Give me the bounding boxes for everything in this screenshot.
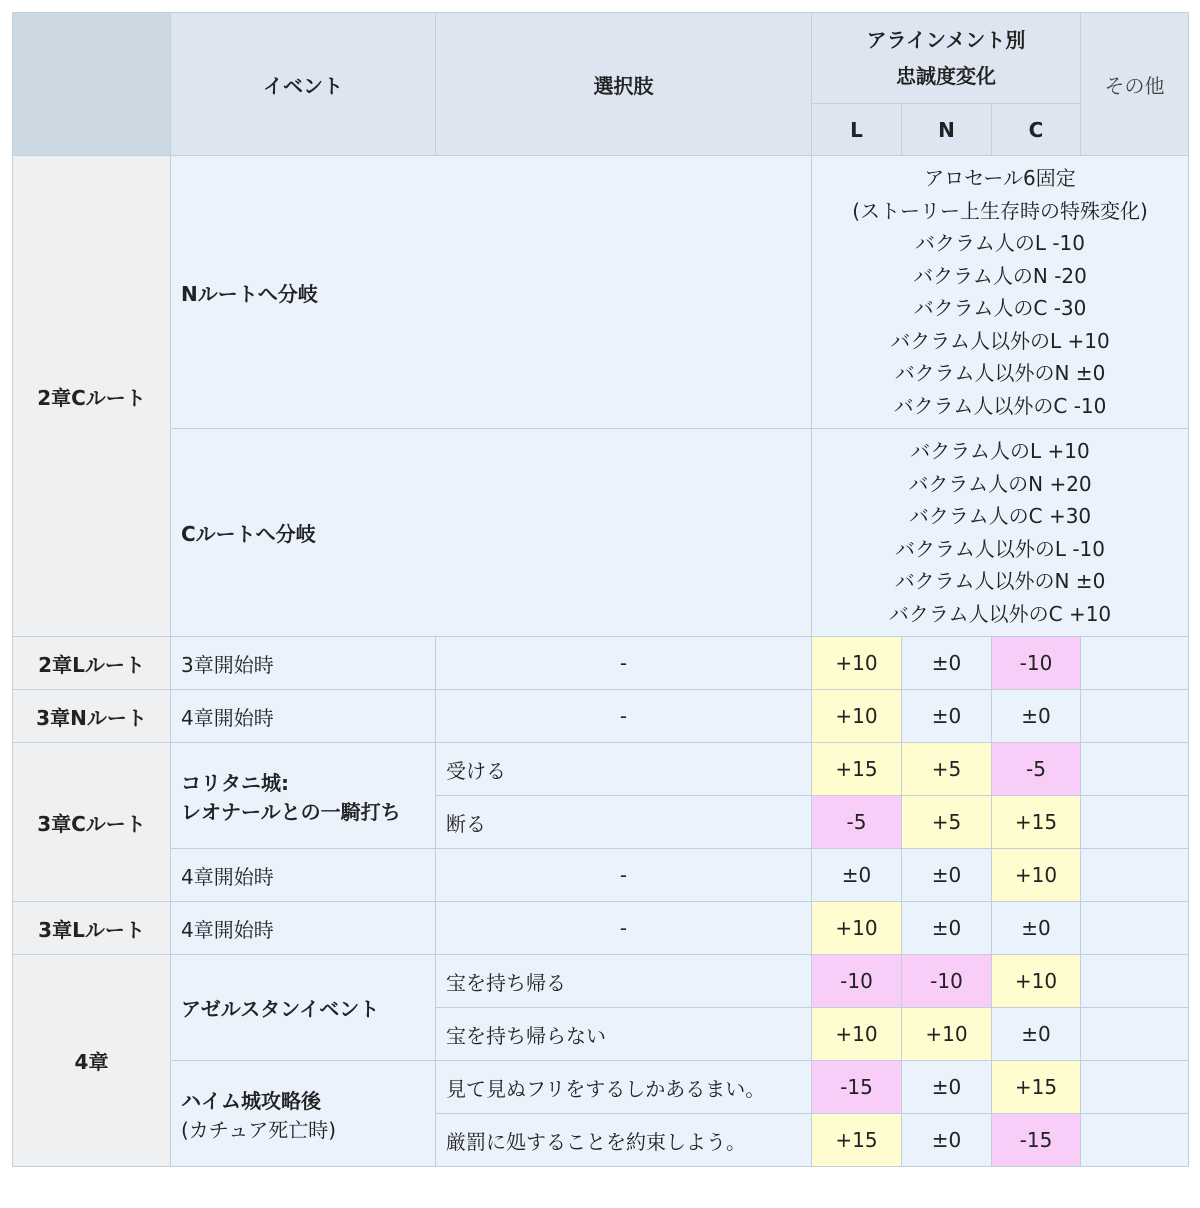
- other-cell: [1081, 690, 1189, 743]
- event-cell: [171, 690, 436, 743]
- other-cell: [1081, 955, 1189, 1008]
- event-header: イベント: [171, 13, 436, 156]
- value-l-cell: +10: [812, 690, 902, 743]
- event-name: 4章開始時: [181, 864, 274, 889]
- note-line: アロセール6固定: [924, 166, 1076, 190]
- value-c-cell: -10: [992, 637, 1081, 690]
- value-n-cell: ±0: [902, 690, 992, 743]
- notes-cell: [812, 156, 1189, 429]
- table-body: [13, 156, 1189, 1167]
- choice-cell: 断る: [436, 796, 812, 849]
- n-header: N: [902, 104, 992, 156]
- value-l-cell: ±0: [812, 849, 902, 902]
- note-line: バクラム人のL +10: [910, 439, 1090, 463]
- event-condition: (カチュア死亡時): [181, 1117, 337, 1142]
- c-header: C: [992, 104, 1081, 156]
- notes-cell: [812, 429, 1189, 637]
- note-line: バクラム人以外のC +10: [888, 601, 1112, 626]
- value-c-cell: ±0: [992, 902, 1081, 955]
- route-group-cell: 2章Cルート: [13, 156, 171, 637]
- route-group-cell: 3章Lルート: [13, 902, 171, 955]
- other-cell: [1081, 796, 1189, 849]
- event-name: Cルートへ分岐: [181, 522, 316, 546]
- value-n-cell: +5: [902, 796, 992, 849]
- value-n-cell: ±0: [902, 902, 992, 955]
- value-l-cell: +15: [812, 743, 902, 796]
- event-name: Nルートへ分岐: [181, 281, 318, 306]
- value-n-cell: ±0: [902, 637, 992, 690]
- note-line: バクラム人のL -10: [915, 231, 1085, 255]
- value-l-cell: +15: [812, 1114, 902, 1167]
- choice-cell: 宝を持ち帰らない: [436, 1008, 812, 1061]
- value-l-cell: -10: [812, 955, 902, 1008]
- note-line: バクラム人以外のC -10: [893, 393, 1107, 418]
- choice-cell: 受ける: [436, 743, 812, 796]
- table-row: [13, 849, 1189, 902]
- value-l-cell: -15: [812, 1061, 902, 1114]
- note-line: バクラム人のC +30: [908, 504, 1092, 528]
- note-line: バクラム人以外のN ±0: [894, 361, 1106, 385]
- table-row: [13, 902, 1189, 955]
- alignment-header-line1: アラインメント別: [866, 28, 1026, 52]
- value-n-cell: ±0: [902, 849, 992, 902]
- value-n-cell: +5: [902, 743, 992, 796]
- corner-header: [13, 13, 171, 156]
- route-group-cell: 3章Nルート: [13, 690, 171, 743]
- choice-cell: -: [436, 637, 812, 690]
- value-c-cell: +15: [992, 1061, 1081, 1114]
- other-cell: [1081, 743, 1189, 796]
- event-cell: [171, 637, 436, 690]
- event-name: ハイム城攻略後: [181, 1088, 321, 1113]
- value-c-cell: -5: [992, 743, 1081, 796]
- other-cell: [1081, 637, 1189, 690]
- note-line: バクラム人以外のN ±0: [894, 569, 1106, 593]
- value-c-cell: -15: [992, 1114, 1081, 1167]
- note-line: バクラム人のN -20: [913, 263, 1087, 288]
- event-name: 4章開始時: [181, 705, 274, 730]
- alignment-header: [812, 13, 1081, 104]
- event-cell: [171, 902, 436, 955]
- loyalty-change-table: [12, 12, 1189, 1167]
- table-row: [13, 637, 1189, 690]
- event-cell: [171, 955, 436, 1061]
- other-header: その他: [1081, 13, 1189, 156]
- event-name: 3章開始時: [181, 652, 274, 677]
- table-row: [13, 690, 1189, 743]
- other-cell: [1081, 1114, 1189, 1167]
- route-group-cell: 3章Cルート: [13, 743, 171, 902]
- event-name: アゼルスタンイベント: [181, 997, 380, 1021]
- choice-cell: -: [436, 690, 812, 743]
- value-n-cell: -10: [902, 955, 992, 1008]
- value-c-cell: +10: [992, 849, 1081, 902]
- event-cell: [171, 849, 436, 902]
- choice-cell: 見て見ぬフリをするしかあるまい。: [436, 1061, 812, 1114]
- event-name: 4章開始時: [181, 917, 274, 942]
- note-line: バクラム人のN +20: [908, 471, 1092, 496]
- event-cell: [171, 743, 436, 849]
- event-name-line2: レオナールとの一騎打ち: [181, 799, 401, 824]
- choice-cell: -: [436, 849, 812, 902]
- note-line: バクラム人のC -30: [913, 296, 1087, 320]
- route-group-cell: 4章: [13, 955, 171, 1167]
- choice-cell: 宝を持ち帰る: [436, 955, 812, 1008]
- event-name: コリタニ城:: [181, 770, 289, 795]
- value-c-cell: ±0: [992, 690, 1081, 743]
- note-line: バクラム人以外のL +10: [890, 328, 1110, 353]
- route-group-cell: 2章Lルート: [13, 637, 171, 690]
- table-row: [13, 1061, 1189, 1114]
- event-cell: [171, 156, 812, 429]
- value-l-cell: +10: [812, 637, 902, 690]
- event-cell: [171, 429, 812, 637]
- value-n-cell: ±0: [902, 1114, 992, 1167]
- note-line: (ストーリー上生存時の特殊変化): [852, 198, 1148, 223]
- table-row: [13, 743, 1189, 796]
- alignment-header-line2: 忠誠度変化: [896, 64, 996, 88]
- table-row: [13, 429, 1189, 637]
- choice-cell: 厳罰に処することを約束しよう。: [436, 1114, 812, 1167]
- value-l-cell: +10: [812, 1008, 902, 1061]
- table-row: [13, 955, 1189, 1008]
- other-cell: [1081, 1008, 1189, 1061]
- choice-cell: -: [436, 902, 812, 955]
- choice-header: 選択肢: [436, 13, 812, 156]
- value-c-cell: +10: [992, 955, 1081, 1008]
- note-line: バクラム人以外のL -10: [895, 536, 1105, 561]
- other-cell: [1081, 902, 1189, 955]
- l-header: L: [812, 104, 902, 156]
- value-n-cell: +10: [902, 1008, 992, 1061]
- other-cell: [1081, 1061, 1189, 1114]
- table-row: [13, 156, 1189, 429]
- value-l-cell: +10: [812, 902, 902, 955]
- value-c-cell: +15: [992, 796, 1081, 849]
- other-cell: [1081, 849, 1189, 902]
- value-n-cell: ±0: [902, 1061, 992, 1114]
- value-l-cell: -5: [812, 796, 902, 849]
- value-c-cell: ±0: [992, 1008, 1081, 1061]
- event-cell: [171, 1061, 436, 1167]
